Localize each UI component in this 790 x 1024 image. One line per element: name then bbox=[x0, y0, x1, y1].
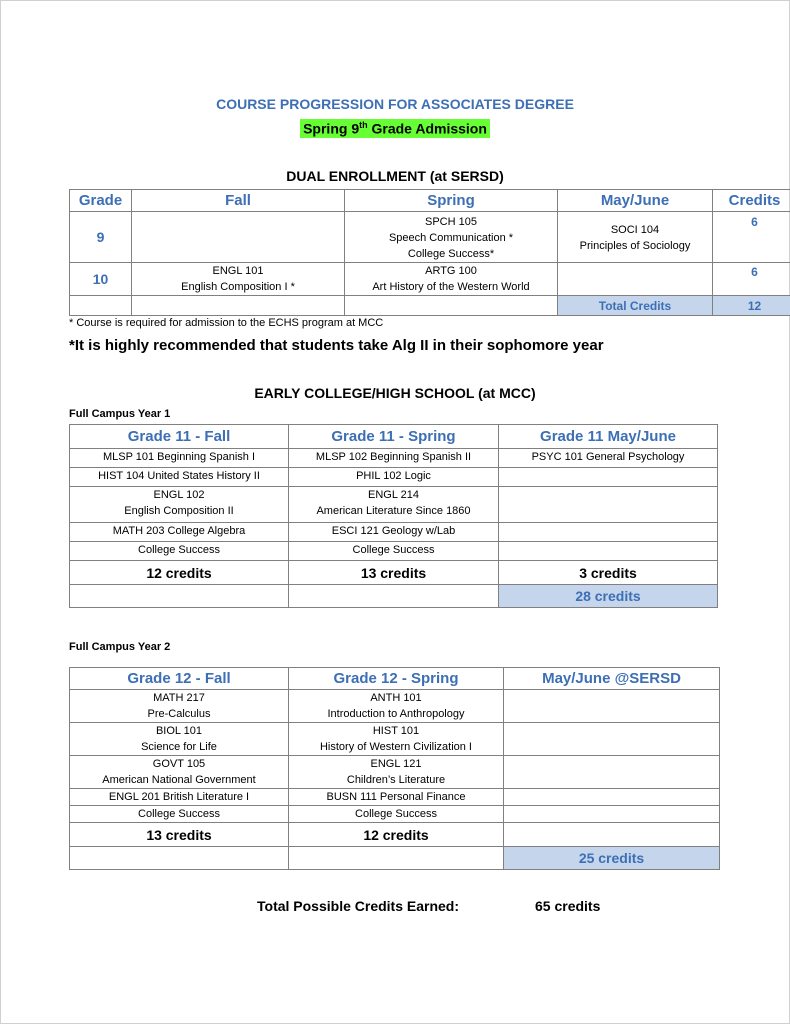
course-cell bbox=[70, 690, 289, 723]
course-cell: BUSN 111 Personal Finance bbox=[289, 789, 504, 806]
year1-table bbox=[69, 424, 718, 608]
required-note: * Course is required for admission to the ECHS program at MCC bbox=[69, 317, 384, 329]
mayjune-cell bbox=[558, 263, 713, 296]
page-title: COURSE PROGRESSION FOR ASSOCIATES DEGREE bbox=[216, 96, 574, 112]
empty-cell bbox=[289, 585, 499, 608]
course-cell bbox=[289, 723, 504, 756]
fall-cell bbox=[132, 212, 345, 263]
header-credits: Credits bbox=[713, 190, 790, 212]
course-cell: HIST 104 United States History II bbox=[70, 468, 289, 487]
spring-credits: 13 credits bbox=[289, 561, 499, 585]
course-line: SOCI 104 bbox=[610, 224, 660, 236]
table-row bbox=[70, 263, 790, 296]
year1-total: 28 credits bbox=[499, 585, 718, 608]
course-line: American Literature Since 1860 bbox=[316, 505, 471, 517]
course-line: ENGL 121 bbox=[370, 758, 422, 770]
total-possible-value: 65 credits bbox=[535, 898, 601, 914]
empty-cell bbox=[289, 847, 504, 870]
empty-cell bbox=[70, 585, 289, 608]
empty-cell bbox=[504, 723, 720, 756]
subtitle-pre: Spring 9 bbox=[303, 120, 360, 137]
course-cell bbox=[70, 756, 289, 789]
total-credits-value: 12 bbox=[713, 296, 790, 316]
course-cell bbox=[70, 487, 289, 523]
course-cell: College Success bbox=[289, 806, 504, 823]
year2-table bbox=[69, 667, 720, 870]
course-cell bbox=[289, 487, 499, 523]
credits-cell: 6 bbox=[713, 212, 790, 263]
header-grade11-fall: Grade 11 - Fall bbox=[70, 425, 289, 449]
course-cell bbox=[289, 690, 504, 723]
fall-credits: 13 credits bbox=[70, 823, 289, 847]
dual-enrollment-table bbox=[69, 189, 790, 316]
subtitle-wrap bbox=[0, 119, 790, 139]
table-row bbox=[70, 212, 790, 263]
course-line: ENGL 101 bbox=[212, 265, 264, 277]
table-row bbox=[70, 468, 718, 487]
subtitle-sup: th bbox=[359, 120, 368, 130]
subtitle-highlight bbox=[300, 119, 490, 138]
total-credits-label: Total Credits bbox=[558, 296, 713, 316]
course-line: MATH 217 bbox=[153, 692, 205, 704]
course-cell: MLSP 102 Beginning Spanish II bbox=[289, 449, 499, 468]
header-grade11-mayjune: Grade 11 May/June bbox=[499, 425, 718, 449]
table-row bbox=[70, 723, 720, 756]
course-line: Principles of Sociology bbox=[579, 240, 691, 252]
recommend-note: *It is highly recommended that students take Alg II in their sophomore year bbox=[69, 337, 604, 354]
header-spring: Spring bbox=[345, 190, 558, 212]
spring-credits: 12 credits bbox=[289, 823, 504, 847]
course-line: English Composition II bbox=[124, 505, 234, 517]
table-row bbox=[70, 449, 718, 468]
table-row bbox=[70, 487, 718, 523]
year1-label: Full Campus Year 1 bbox=[69, 408, 171, 420]
course-cell: ENGL 201 British Literature I bbox=[70, 789, 289, 806]
spring-cell bbox=[345, 263, 558, 296]
course-line: Science for Life bbox=[141, 741, 217, 753]
empty-cell bbox=[499, 523, 718, 542]
header-grade12-fall: Grade 12 - Fall bbox=[70, 668, 289, 690]
course-line: Children’s Literature bbox=[346, 774, 446, 786]
course-cell: PSYC 101 General Psychology bbox=[499, 449, 718, 468]
header-fall: Fall bbox=[132, 190, 345, 212]
empty-cell bbox=[504, 756, 720, 789]
course-line: BIOL 101 bbox=[155, 725, 203, 737]
empty-cell bbox=[499, 468, 718, 487]
dual-enrollment-heading: DUAL ENROLLMENT (at SERSD) bbox=[286, 168, 504, 184]
credits-cell: 6 bbox=[713, 263, 790, 296]
course-line: GOVT 105 bbox=[152, 758, 206, 770]
fall-cell bbox=[132, 263, 345, 296]
course-line: ARTG 100 bbox=[425, 265, 477, 277]
header-mayjune: May/June bbox=[558, 190, 713, 212]
table-row bbox=[70, 789, 720, 806]
course-cell: College Success bbox=[70, 542, 289, 561]
course-line: ENGL 214 bbox=[368, 489, 419, 501]
course-cell: PHIL 102 Logic bbox=[289, 468, 499, 487]
empty-cell bbox=[504, 690, 720, 723]
empty-cell bbox=[499, 542, 718, 561]
empty-cell bbox=[345, 296, 558, 316]
course-cell: MLSP 101 Beginning Spanish I bbox=[70, 449, 289, 468]
course-cell: ESCI 121 Geology w/Lab bbox=[289, 523, 499, 542]
empty-cell bbox=[504, 789, 720, 806]
course-line: ANTH 101 bbox=[370, 692, 422, 704]
spring-cell bbox=[345, 212, 558, 263]
course-line: Art History of the Western World bbox=[372, 281, 530, 293]
subtitle-post: Grade Admission bbox=[367, 120, 487, 137]
course-line: Introduction to Anthropology bbox=[327, 708, 465, 720]
mayjune-credits bbox=[504, 823, 720, 847]
grade-cell: 10 bbox=[70, 263, 132, 296]
empty-cell bbox=[70, 847, 289, 870]
course-line: Pre-Calculus bbox=[147, 708, 211, 720]
early-college-heading: EARLY COLLEGE/HIGH SCHOOL (at MCC) bbox=[254, 385, 536, 401]
course-line: SPCH 105 bbox=[425, 216, 477, 228]
course-line: College Success* bbox=[407, 248, 495, 260]
course-cell: MATH 203 College Algebra bbox=[70, 523, 289, 542]
credits-row bbox=[70, 823, 720, 847]
course-cell bbox=[70, 723, 289, 756]
course-line: Speech Communication * bbox=[388, 232, 514, 244]
course-line: American National Government bbox=[102, 774, 256, 786]
table-row bbox=[70, 690, 720, 723]
header-mayjune-sersd: May/June @SERSD bbox=[504, 668, 720, 690]
table-row bbox=[70, 542, 718, 561]
empty-cell bbox=[70, 296, 132, 316]
empty-cell bbox=[504, 806, 720, 823]
course-cell: College Success bbox=[70, 806, 289, 823]
empty-cell bbox=[132, 296, 345, 316]
course-line: English Composition I * bbox=[181, 281, 295, 293]
credits-row bbox=[70, 561, 718, 585]
course-line: ENGL 102 bbox=[153, 489, 205, 501]
table-row bbox=[70, 523, 718, 542]
table-row bbox=[70, 806, 720, 823]
fall-credits: 12 credits bbox=[70, 561, 289, 585]
empty-cell bbox=[499, 487, 718, 523]
mayjune-cell bbox=[558, 212, 713, 263]
year2-label: Full Campus Year 2 bbox=[69, 641, 171, 653]
grade-cell: 9 bbox=[70, 212, 132, 263]
mayjune-credits: 3 credits bbox=[499, 561, 718, 585]
total-possible-label: Total Possible Credits Earned: bbox=[257, 898, 460, 914]
header-grade12-spring: Grade 12 - Spring bbox=[289, 668, 504, 690]
course-cell bbox=[289, 756, 504, 789]
course-line: HIST 101 bbox=[372, 725, 420, 737]
course-line: History of Western Civilization I bbox=[319, 741, 472, 753]
course-cell: College Success bbox=[289, 542, 499, 561]
header-grade11-spring: Grade 11 - Spring bbox=[289, 425, 499, 449]
year2-total: 25 credits bbox=[504, 847, 720, 870]
table-row bbox=[70, 756, 720, 789]
header-grade: Grade bbox=[70, 190, 132, 212]
